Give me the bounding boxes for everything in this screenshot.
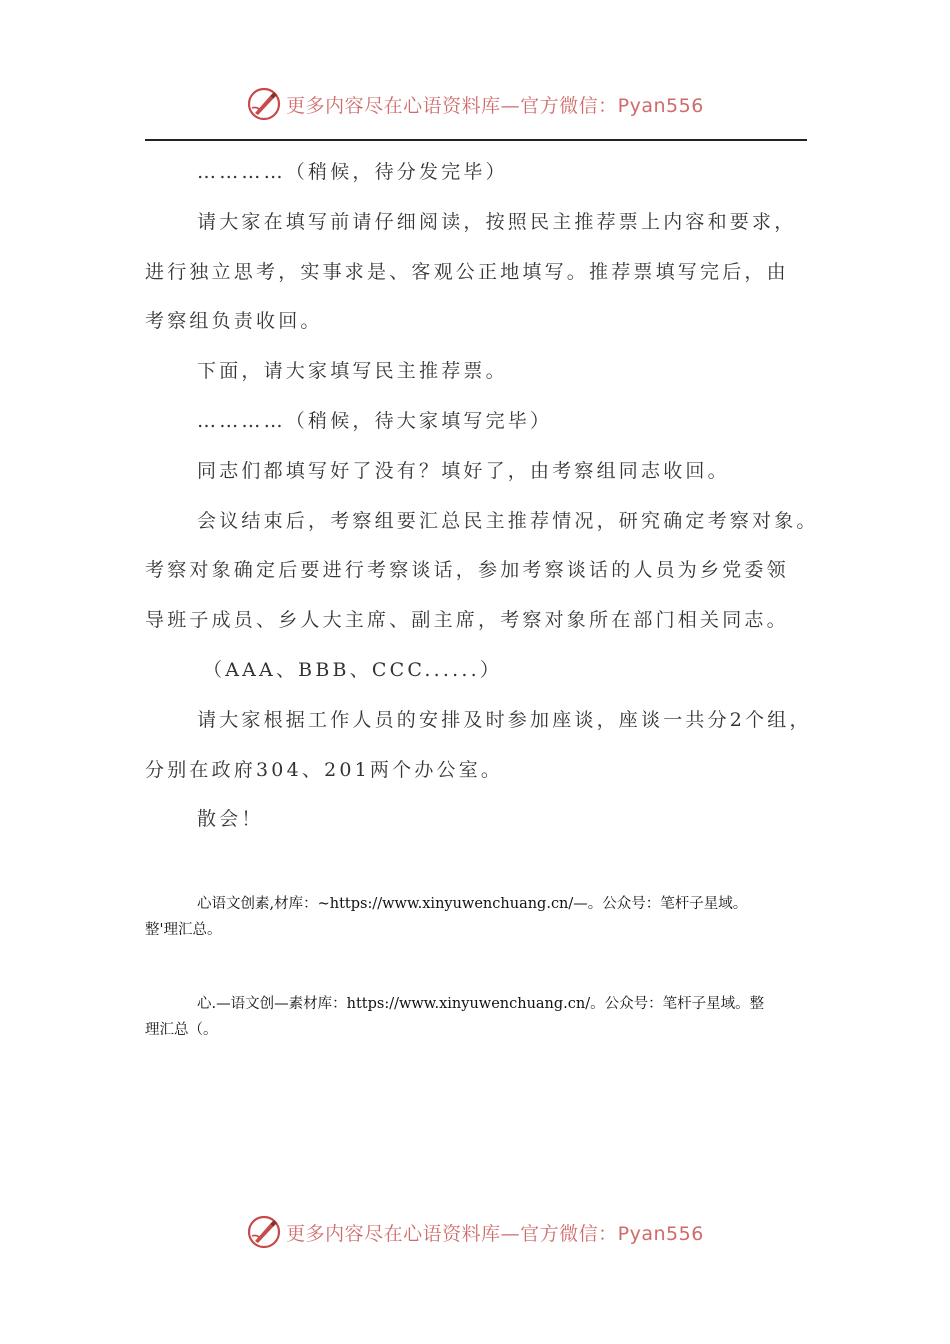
- pen-logo-icon: [246, 1214, 282, 1250]
- paragraph-line: 考察对象确定后要进行考察谈话，参加考察谈话的人员为乡党委领: [145, 559, 789, 582]
- footer-wechat-id: Pyan556: [617, 1222, 704, 1245]
- source-note-line: 理汇总（。: [145, 1022, 218, 1038]
- paragraph-line: 会议结束后，考察组要汇总民主推荐情况，研究确定考察对象。: [197, 509, 819, 532]
- paragraph-line: 导班子成员、乡人大主席、副主席，考察对象所在部门相关同志。: [145, 609, 789, 632]
- document-body: [145, 148, 819, 845]
- paragraph-line: 分别在政府304、201两个办公室。: [145, 758, 504, 781]
- paragraph-line: 请大家根据工作人员的安排及时参加座谈，座谈一共分2个组，: [197, 708, 812, 731]
- header-divider: [145, 139, 807, 141]
- paragraph-line: 同志们都填写好了没有？填好了，由考察组同志收回。: [197, 459, 730, 482]
- paragraph-line: …………（稍候，待大家填写完毕）: [197, 409, 553, 432]
- source-note-line: 心语文创素,材库：~https://www.xinyuwenchuang.cn/—。公众号：笔杆子星域。: [197, 896, 748, 912]
- header-brand-text: 更多内容尽在心语资料库—官方微信：Pyan556: [286, 94, 704, 117]
- paragraph-line: 散会！: [197, 808, 264, 831]
- footer-brand-text: 更多内容尽在心语资料库—官方微信：Pyan556: [286, 1222, 704, 1245]
- source-note: [145, 891, 807, 943]
- source-note-line: 心.—语文创—素材库：https://www.xinyuwenchuang.cn/。公众号：笔杆子星域。整: [197, 996, 765, 1012]
- source-note: [145, 991, 807, 1043]
- paragraph-line: 进行独立思考，实事求是、客观公正地填写。推荐票填写完后，由: [145, 260, 789, 283]
- paragraph-line: …………（稍候，待分发完毕）: [197, 161, 508, 183]
- header-wechat-id: Pyan556: [617, 94, 704, 117]
- paragraph-line: 考察组负责收回。: [145, 310, 323, 333]
- pen-logo-icon: [246, 86, 282, 122]
- page-header: [0, 82, 950, 126]
- paragraph-line: 下面，请大家填写民主推荐票。: [197, 360, 508, 383]
- page-footer: [0, 1210, 950, 1254]
- source-note-line: 整'理汇总。: [145, 922, 222, 938]
- paragraph-line: 请大家在填写前请仔细阅读，按照民主推荐票上内容和要求，: [197, 210, 797, 233]
- paragraph-line: （AAA、BBB、CCC......）: [203, 658, 503, 681]
